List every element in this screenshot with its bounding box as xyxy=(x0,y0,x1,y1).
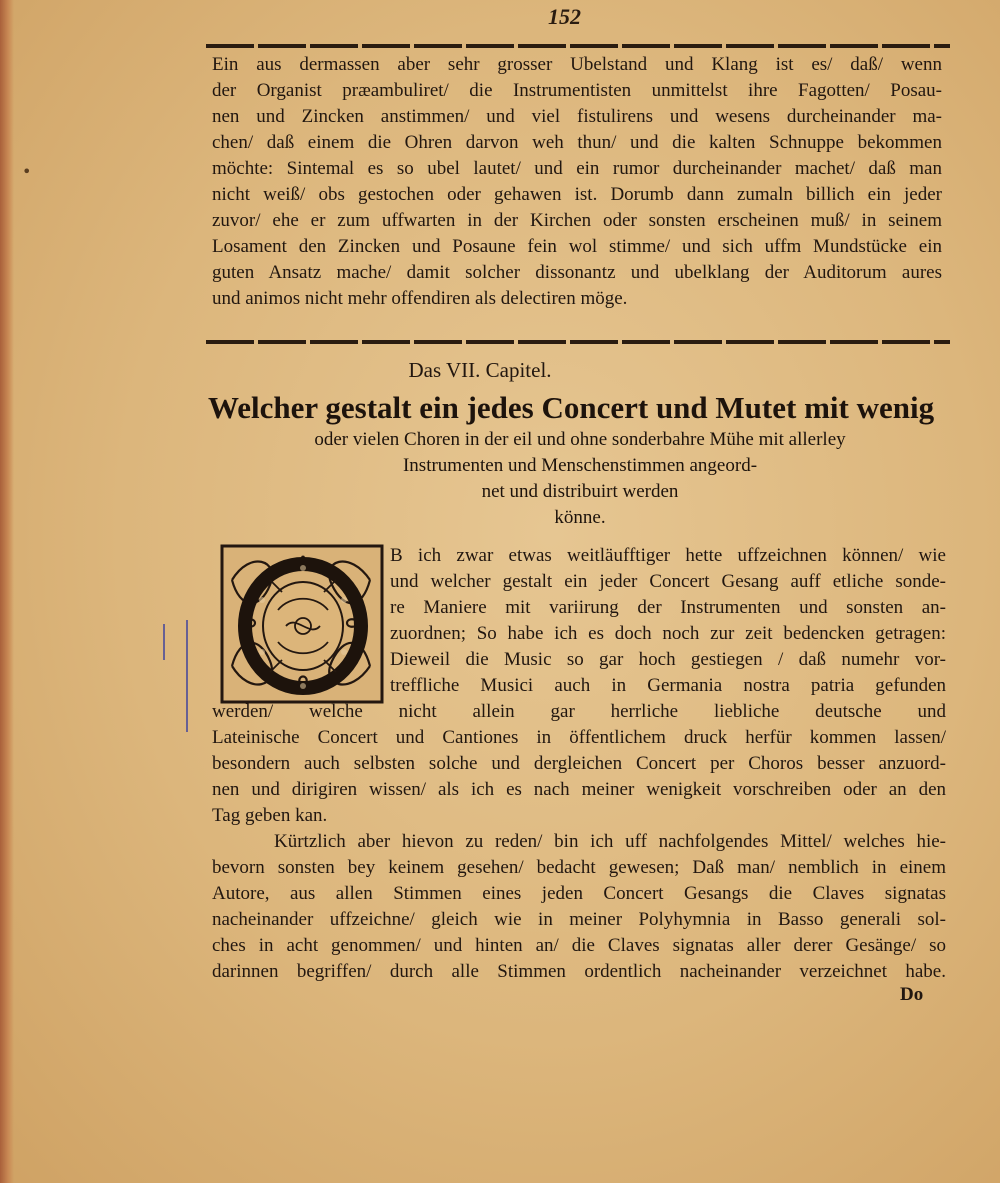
chapter-subheading-line: oder vielen Choren in der eil und ohne sonderbahre Mühe mit allerley xyxy=(314,429,846,450)
initial-adjacent-lines xyxy=(390,543,946,699)
text-line: Lateinische Concert und Cantiones in öffentlichem druck herfür kommen lassen/ xyxy=(212,727,946,748)
text-line: ches in acht genommen/ und hinten an/ die Claves signatas aller derer Gesänge/ so xyxy=(212,935,946,956)
text-line: besondern auch selbsten solche und dergleichen Concert per Choros besser anzuord- xyxy=(212,753,946,774)
margin-ink-mark xyxy=(186,620,188,732)
margin-spot: • xyxy=(22,162,32,181)
page-number: 152 xyxy=(548,4,581,29)
page-edge-shadow xyxy=(0,0,14,1183)
chapter-subheading-line: net und distribuirt werden xyxy=(481,481,679,502)
chapter-heading: Welcher gestalt ein jedes Concert und Mutet mit wenig xyxy=(208,390,935,425)
text-line: nacheinander uffzeichne/ gleich wie in meiner Polyhymnia in Basso generali sol- xyxy=(212,909,946,930)
text-line: Dieweil die Music so gar hoch gestiegen / daß numehr vor- xyxy=(390,649,946,670)
decorated-initial-o xyxy=(220,540,386,706)
text-line: und welcher gestalt ein jeder Concert Gesang auff etliche sonde- xyxy=(390,571,946,592)
catchword: Do xyxy=(900,984,924,1005)
text-line: und animos nicht mehr offendiren als delectiren möge. xyxy=(212,288,628,309)
text-line: darinnen begriffen/ durch alle Stimmen ordentlich nacheinander verzeichnet habe. xyxy=(212,961,946,982)
text-line: guten Ansatz mache/ damit solcher dissonantz und ubelklang der Auditorum aures xyxy=(212,262,942,283)
text-line: der Organist præambuliret/ die Instrumentisten unmittelst ihre Fagotten/ Posau- xyxy=(212,80,942,101)
upper-paragraph xyxy=(212,52,942,312)
text-line: nen und Zincken anstimmen/ und viel fistulirens und wesens durcheinander ma- xyxy=(212,106,942,127)
text-line: re Maniere mit variirung der Instrumenten und sonsten an- xyxy=(390,597,946,618)
main-paragraph xyxy=(212,699,946,985)
text-line: chen/ daß einem die Ohren darvon weh thun/ und die kalten Schnuppe bekommen xyxy=(212,132,942,153)
text-line: zuvor/ ehe er zum uffwarten in der Kirchen oder sonsten erscheinen muß/ in seinem xyxy=(212,210,942,231)
text-line: werden/ welche nicht allein gar herrliche liebliche deutsche und xyxy=(212,701,946,722)
text-line: treffliche Musici auch in Germania nostra patria gefunden xyxy=(390,675,946,696)
text-line: bevorn sonsten bey keinem gesehen/ bedacht gewesen; Daß man/ nemblich in einem xyxy=(212,857,946,878)
text-line: zuordnen; So habe ich es doch noch zur zeit bedencken getragen: xyxy=(390,623,946,644)
text-line: Losament den Zincken und Posaune fein wol stimme/ und sich uffm Mundstücke ein xyxy=(212,236,942,257)
margin-ink-mark xyxy=(163,624,165,660)
text-line: möchte: Sintemal es so ubel lautet/ und ein rumor durcheinander machet/ daß man xyxy=(212,158,942,179)
section-rule xyxy=(206,340,950,344)
top-rule xyxy=(206,44,950,48)
text-line: Ein aus dermassen aber sehr grosser Ubelstand und Klang ist es/ daß/ wenn xyxy=(212,54,942,75)
decorated-initial-ornament xyxy=(220,540,386,706)
chapter-label: Das VII. Capitel. xyxy=(408,358,552,382)
chapter-subheading-line: könne. xyxy=(554,507,606,528)
text-line: Tag geben kan. xyxy=(212,805,328,826)
text-line: B ich zwar etwas weitläufftiger hette uffzeichnen können/ wie xyxy=(390,545,946,566)
chapter-subheading-line: Instrumenten und Menschenstimmen angeord- xyxy=(402,455,758,476)
text-line: nicht weiß/ obs gestochen oder gehawen ist. Dorumb dann zumaln billich ein jeder xyxy=(212,184,942,205)
text-line: nen und dirigiren wissen/ als ich es nach meiner wenigkeit vorschreiben oder an den xyxy=(212,779,946,800)
text-line: Autore, aus allen Stimmen eines jeden Concert Gesangs die Claves signatas xyxy=(212,883,946,904)
text-line: Kürtzlich aber hievon zu reden/ bin ich uff nachfolgendes Mittel/ welches hie- xyxy=(274,831,946,852)
